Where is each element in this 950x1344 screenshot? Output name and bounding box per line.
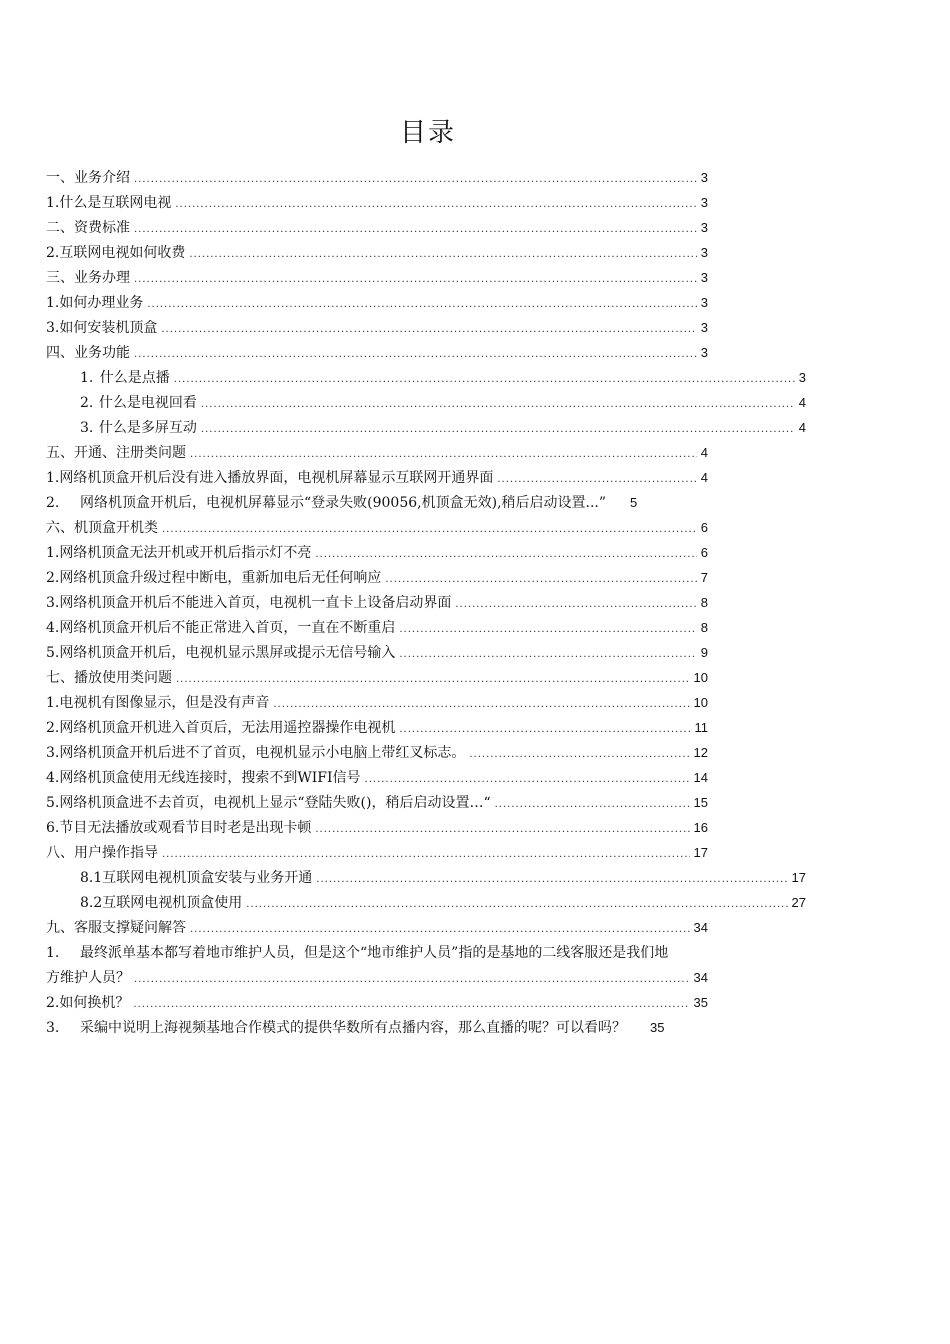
toc-entry[interactable]: 四、 业务功能 ..... 3 [46,343,708,365]
toc-entry[interactable]: 七、 播放使用类问题 ..... 10 [46,668,708,690]
toc-entry[interactable]: 3. 什么是多屏互动 ..... 4 [80,418,806,440]
toc-entry[interactable]: 1. 网络机顶盒开机后没有进入播放界面，电视机屏幕显示互联网开通界面 ..... 4 [46,468,708,490]
toc-entry[interactable]: 8.2 互联网电视机顶盒使用 ..... 27 [80,893,806,915]
toc-entry[interactable]: 2. 网络机顶盒开机后，电视机屏幕显示“登录失败(90056,机顶盒无效),稍后启动设置...” 5 [46,495,638,511]
toc-entry[interactable]: 2. 网络机顶盒开机进入首页后，无法用遥控器操作电视机 ..... 11 [46,718,708,740]
toc-entry[interactable]: 1. 如何办理业务 ..... 3 [46,293,708,315]
toc-entry[interactable]: 2. 如何换机？ ..... 35 [46,993,708,1015]
toc-entry-continued[interactable]: 方维护人员？ ..... 34 [46,968,708,990]
toc-entry[interactable]: 1. 电视机有图像显示，但是没有声音 ..... 10 [46,693,708,715]
toc-entry[interactable]: 2. 网络机顶盒升级过程中断电，重新加电后无任何响应 ..... 7 [46,568,708,590]
toc-entry[interactable]: 五、 开通、注册类问题 ..... 4 [46,443,708,465]
toc-entry[interactable]: 6. 节目无法播放或观看节目时老是出现卡顿 ..... 16 [46,818,708,840]
page-title: 目录 [399,118,456,148]
toc-entry[interactable]: 4. 网络机顶盒使用无线连接时，搜索不到WIFI信号 ..... 14 [46,768,708,790]
toc-entry[interactable]: 九、 客服支撑疑问解答 ..... 34 [46,918,708,940]
toc-entry[interactable]: 八、 用户操作指导 ..... 17 [46,843,708,865]
toc-entry[interactable]: 5. 网络机顶盒开机后，电视机显示黑屏或提示无信号输入 ..... 9 [46,643,708,665]
toc-entry[interactable]: 3. 如何安装机顶盒 ..... 3 [46,318,708,340]
toc-entry[interactable]: 二、 资费标准 ..... 3 [46,218,708,240]
toc-entry[interactable]: 2. 互联网电视如何收费 ..... 3 [46,243,708,265]
toc-entry[interactable]: 3. 网络机顶盒开机后不能进入首页，电视机一直卡上设备启动界面 ..... 8 [46,593,708,615]
toc-entry[interactable]: 5. 网络机顶盒进不去首页，电视机上显示“登陆失败()，稍后启动设置…“ ..... 15 [46,793,708,815]
toc-entry[interactable]: 8.1 互联网电视机顶盒安装与业务开通 ..... 17 [80,868,806,890]
toc-entry[interactable]: 1. 什么是互联网电视 ..... 3 [46,193,708,215]
toc-entry[interactable]: 4. 网络机顶盒开机后不能正常进入首页，一直在不断重启 ..... 8 [46,618,708,640]
toc-entry[interactable]: 2. 什么是电视回看 ..... 4 [80,393,806,415]
toc-entry[interactable]: 3. 网络机顶盒开机后进不了首页，电视机显示小电脑上带红叉标志。 ..... 12 [46,743,708,765]
toc-entry[interactable]: 1. 最终派单基本都写着地市维护人员，但是这个“地市维护人员”指的是基地的二线客服还是我们地 [46,945,669,961]
toc-entry[interactable]: 一、 业务介绍 ..... 3 [46,168,708,190]
toc-entry[interactable]: 1. 什么是点播 ..... 3 [80,368,806,390]
toc-entry[interactable]: 三、 业务办理 ..... 3 [46,268,708,290]
toc-entry[interactable]: 3. 采编中说明上海视频基地合作模式的提供华数所有点播内容，那么直播的呢？可以看吗？ 35 [46,1020,665,1036]
toc-entry[interactable]: 六、 机顶盒开机类 ..... 6 [46,518,708,540]
toc-entry[interactable]: 1. 网络机顶盒无法开机或开机后指示灯不亮 ..... 6 [46,543,708,565]
